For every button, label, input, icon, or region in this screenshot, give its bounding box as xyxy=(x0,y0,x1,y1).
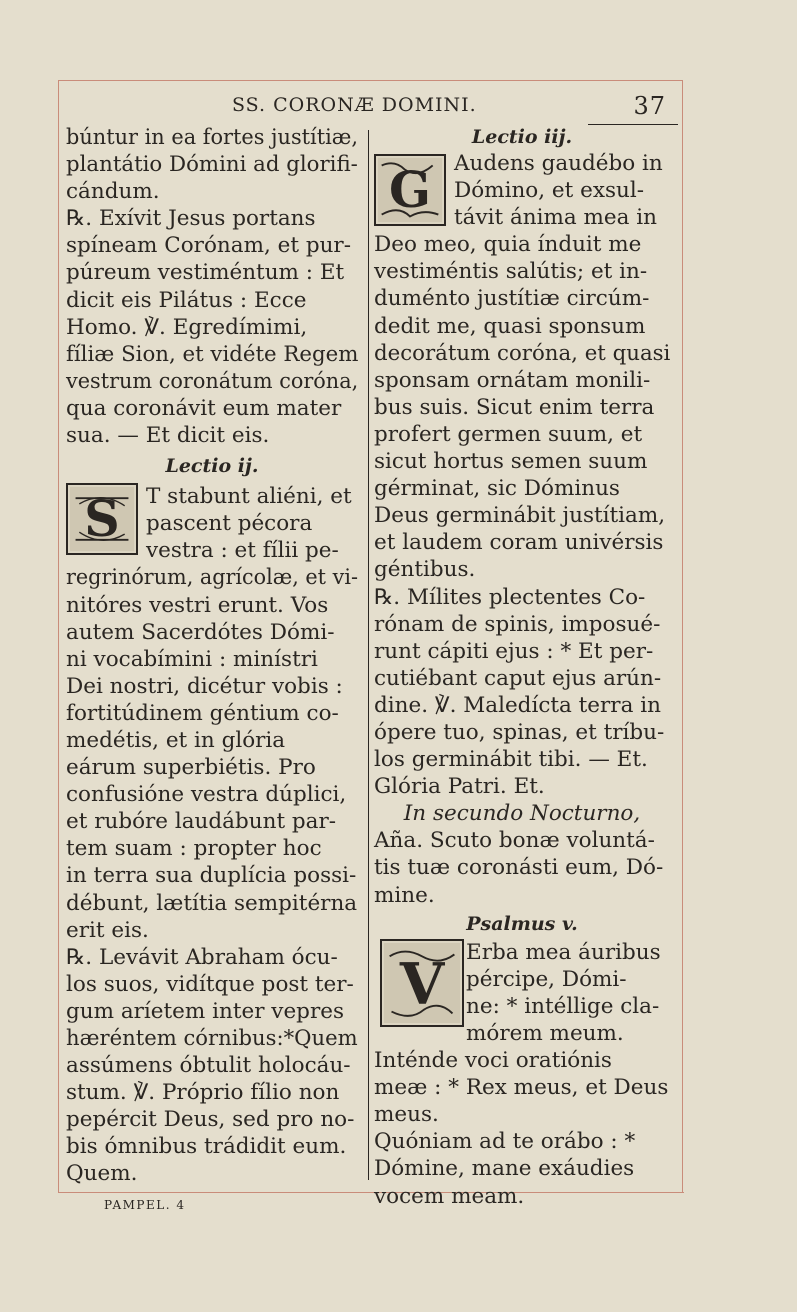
text-line: autem Sacerdótes Dómi- xyxy=(66,619,335,645)
text-line: Dómino, et exsul- xyxy=(454,178,644,204)
text-line: púreum vestiméntum : Et xyxy=(66,260,345,286)
text-line: meus. xyxy=(374,1102,439,1128)
text-line: erit eis. xyxy=(66,917,149,943)
psalm-heading: Psalmus v. xyxy=(466,912,578,935)
text-line: távit ánima mea in xyxy=(454,205,658,231)
text-line: débunt, lætítia sempitérna xyxy=(66,890,358,916)
text-line: búntur in ea fortes justítiæ, xyxy=(66,125,359,150)
red-rule-right xyxy=(682,80,683,1192)
lectio-iij-heading: Lectio iij. xyxy=(471,126,573,148)
right-column xyxy=(374,124,670,1210)
antiphon-block xyxy=(374,827,670,908)
text-line: Deo meo, quia índuit me xyxy=(374,232,642,258)
text-line: Erba mea áuribus xyxy=(466,939,661,965)
text-line: ópere tuo, spinas, et tríbu- xyxy=(374,719,665,745)
text-line: Audens gaudébo in xyxy=(454,151,663,176)
text-line: in terra sua duplícia possi- xyxy=(66,863,357,889)
running-header xyxy=(232,94,672,124)
text-line: Aña. Scuto bonæ voluntá- xyxy=(374,828,655,854)
text-line: spíneam Corónam, et pur- xyxy=(66,233,351,259)
text-line: dedit me, quasi sponsum xyxy=(374,313,646,339)
text-line: tem suam : propter hoc xyxy=(66,836,322,862)
text-line: bis ómnibus trádidit eum. xyxy=(66,1134,347,1160)
text-line: tis tuæ coronásti eum, Dó- xyxy=(374,855,664,881)
text-line: sponsam ornátam monili- xyxy=(374,367,651,393)
text-line: dine. ℣. Maledícta terra in xyxy=(374,692,661,718)
text-line: pércipe, Dómi- xyxy=(466,966,627,992)
text-line: Glória Patri. Et. xyxy=(374,774,545,800)
text-line: hæréntem córnibus:*Quem xyxy=(66,1026,358,1052)
header-title: SS. CORONÆ DOMINI. xyxy=(232,94,477,116)
text-line: géntibus. xyxy=(374,557,476,583)
text-line: mine. xyxy=(374,882,435,908)
text-line: runt cápiti ejus : * Et per- xyxy=(374,638,654,664)
text-line: et laudem coram univérsis xyxy=(374,530,664,556)
column-divider xyxy=(368,130,369,1180)
text-line: Homo. ℣. Egredímimi, xyxy=(66,314,308,340)
text-line: pepércit Deus, sed pro no- xyxy=(66,1107,355,1133)
text-line: Quóniam ad te orábo : * xyxy=(374,1129,636,1155)
decorated-initial-g-icon xyxy=(374,154,446,226)
text-line: ℞. Exívit Jesus portans xyxy=(66,206,316,232)
text-line: decorátum coróna, et quasi xyxy=(374,340,671,366)
text-line: duménto justítiæ circúm- xyxy=(374,286,650,312)
text-line: los germinábit tibi. — Et. xyxy=(374,747,648,773)
red-rule-left xyxy=(58,80,59,1192)
text-line: vestiméntis salútis; et in- xyxy=(374,259,648,285)
text-line: ℞. Levávit Abraham ócu- xyxy=(66,944,338,970)
signature-mark: PAMPEL. 4 xyxy=(104,1198,186,1212)
decorated-initial-v-icon xyxy=(380,939,464,1027)
text-line: meæ : * Rex meus, et Deus xyxy=(374,1075,669,1101)
text-line: et rubóre laudábunt par- xyxy=(66,809,337,835)
text-line: pascent pécora xyxy=(146,511,313,537)
text-line: bus suis. Sicut enim terra xyxy=(374,394,655,420)
text-line: gum aríetem inter vepres xyxy=(66,998,344,1024)
text-line: gérminat, sic Dóminus xyxy=(374,476,620,502)
text-line: sua. — Et dicit eis. xyxy=(66,423,270,449)
text-line: assúmens óbtulit holocáu- xyxy=(66,1053,351,1079)
nocturn-heading: In secundo Nocturno, xyxy=(403,801,641,827)
text-line: fortitúdinem géntium co- xyxy=(66,700,339,726)
text-line: ni vocabímini : minístri xyxy=(66,646,318,672)
text-line: profert germen suum, et xyxy=(374,421,643,447)
lectio-ij-heading: Lectio ij. xyxy=(165,455,259,478)
svg-text:G: G xyxy=(389,161,431,219)
text-line: regrinórum, agrícolæ, et vi- xyxy=(66,565,358,591)
text-line: confusióne vestra dúplici, xyxy=(66,782,347,808)
psalm-initial-paragraph xyxy=(374,939,670,1047)
text-line: ℞. Mílites plectentes Co- xyxy=(374,584,646,610)
text-line: Quem. xyxy=(66,1161,138,1187)
initial-paragraph-left xyxy=(66,483,358,564)
text-line: stum. ℣. Próprio fílio non xyxy=(66,1080,340,1106)
text-line: vestra : et fílii pe- xyxy=(146,538,339,564)
page-number: 37 xyxy=(633,92,666,120)
text-line: Dómine, mane exáudies xyxy=(374,1156,635,1182)
right-text-block-a xyxy=(374,231,670,800)
text-line: cándum. xyxy=(66,179,160,205)
text-line: medétis, et in glória xyxy=(66,727,286,753)
text-line: rónam de spinis, imposué- xyxy=(374,611,661,637)
left-text-block-b xyxy=(66,564,358,1187)
text-line: los suos, vidítque post ter- xyxy=(66,971,354,997)
text-line: mórem meum. xyxy=(466,1020,624,1046)
text-line: plantátio Dómini ad glorifi- xyxy=(66,152,358,178)
text-line: T stabunt aliéni, et xyxy=(146,484,352,510)
text-line: dicit eis Pilátus : Ecce xyxy=(66,287,307,313)
text-line: Deus germinábit justítiam, xyxy=(374,503,666,529)
text-line: qua coronávit eum mater xyxy=(66,395,342,421)
svg-text:V: V xyxy=(399,950,445,1018)
left-column xyxy=(66,124,358,1188)
text-line: Inténde voci oratiónis xyxy=(374,1048,612,1074)
text-line: fíliæ Sion, et vidéte Regem xyxy=(66,341,359,367)
red-rule-top xyxy=(58,80,682,81)
text-line: ne: * intéllige cla- xyxy=(466,993,660,1019)
initial-paragraph-right xyxy=(374,150,670,231)
text-line: vestrum coronátum coróna, xyxy=(66,368,359,394)
text-line: vocem meam. xyxy=(374,1183,525,1209)
right-text-block-b xyxy=(374,1047,670,1210)
text-line: nitóres vestri erunt. Vos xyxy=(66,592,329,618)
left-text-block-a xyxy=(66,124,358,449)
text-line: eárum superbiétis. Pro xyxy=(66,755,316,781)
text-line: sicut hortus semen suum xyxy=(374,449,648,475)
text-line: Dei nostri, dicétur vobis : xyxy=(66,673,343,699)
svg-text:S: S xyxy=(84,490,120,549)
text-line: cutiébant caput ejus arún- xyxy=(374,665,662,691)
decorated-initial-s-icon xyxy=(66,483,138,555)
